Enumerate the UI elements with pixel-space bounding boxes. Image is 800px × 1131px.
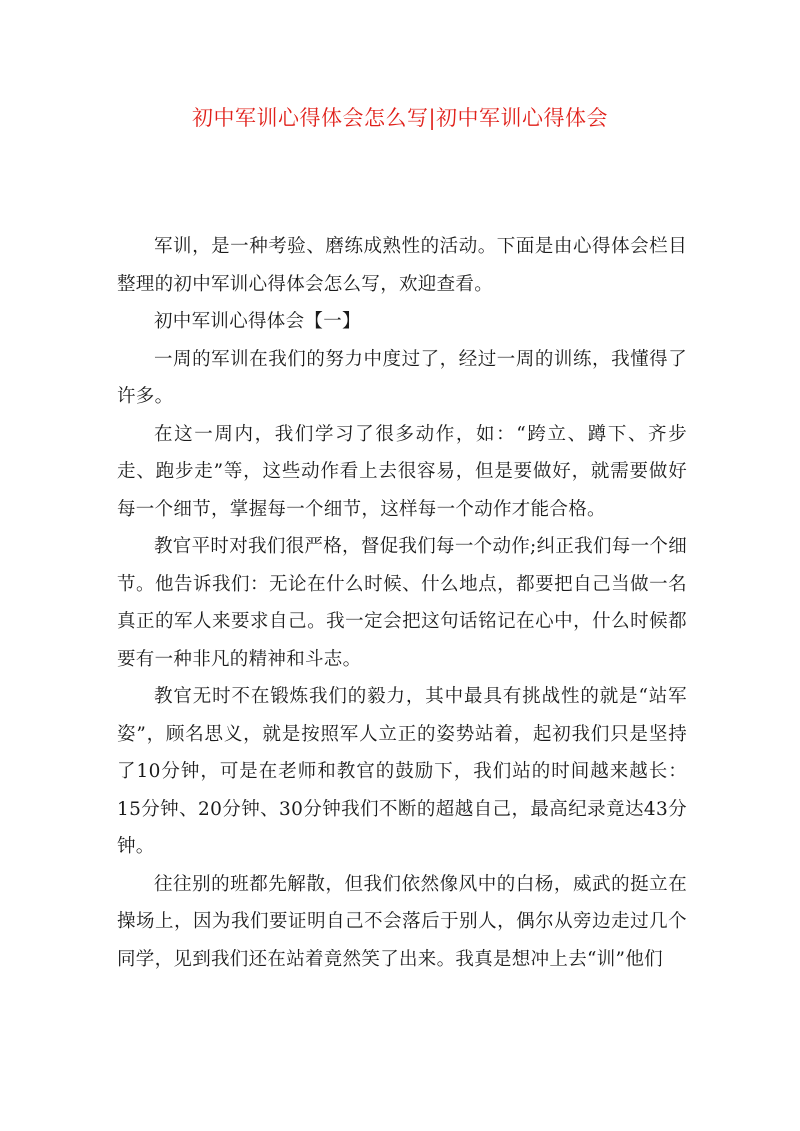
document-title: 初中军训心得体会怎么写|初中军训心得体会 [191,106,609,130]
paragraph-intro: 军训，是一种考验、磨练成熟性的活动。下面是由心得体会栏目整理的初中军训心得体会怎么写，欢迎查看。 [117,236,687,295]
paragraph: 往往别的班都先解散，但我们依然像风中的白杨，威武的挺立在操场上，因为我们要证明自己不会落后于别人，偶尔从旁边走过几个同学，见到我们还在站着竟然笑了出来。我真是想冲上去“训”他们 [117,873,687,970]
section-heading: 初中军训心得体会【一】 [154,311,361,332]
paragraph: 一周的军训在我们的努力中度过了，经过一周的训练，我懂得了许多。 [117,348,687,407]
document-body [117,228,687,978]
paragraph: 在这一周内，我们学习了很多动作，如：“跨立、蹲下、齐步走、跑步走”等，这些动作看上去很容易，但是要做好，就需要做好每一个细节，掌握每一个细节，这样每一个动作才能合格。 [117,423,687,520]
paragraph: 教官平时对我们很严格，督促我们每一个动作;纠正我们每一个细节。他告诉我们：无论在什么时候、什么地点，都要把自己当做一名真正的军人来要求自己。我一定会把这句话铭记在心中，什么时候都要有一种非凡的精神和斗志。 [117,536,687,670]
paragraph: 教官无时不在锻炼我们的毅力，其中最具有挑战性的就是“站军姿”，顾名思义，就是按照军人立正的姿势站着，起初我们只是坚持了10分钟，可是在老师和教官的鼓励下，我们站的时间越来越长：15分钟、20分钟、30分钟我们不断的超越自己，最高纪录竟达43分钟。 [117,686,687,857]
